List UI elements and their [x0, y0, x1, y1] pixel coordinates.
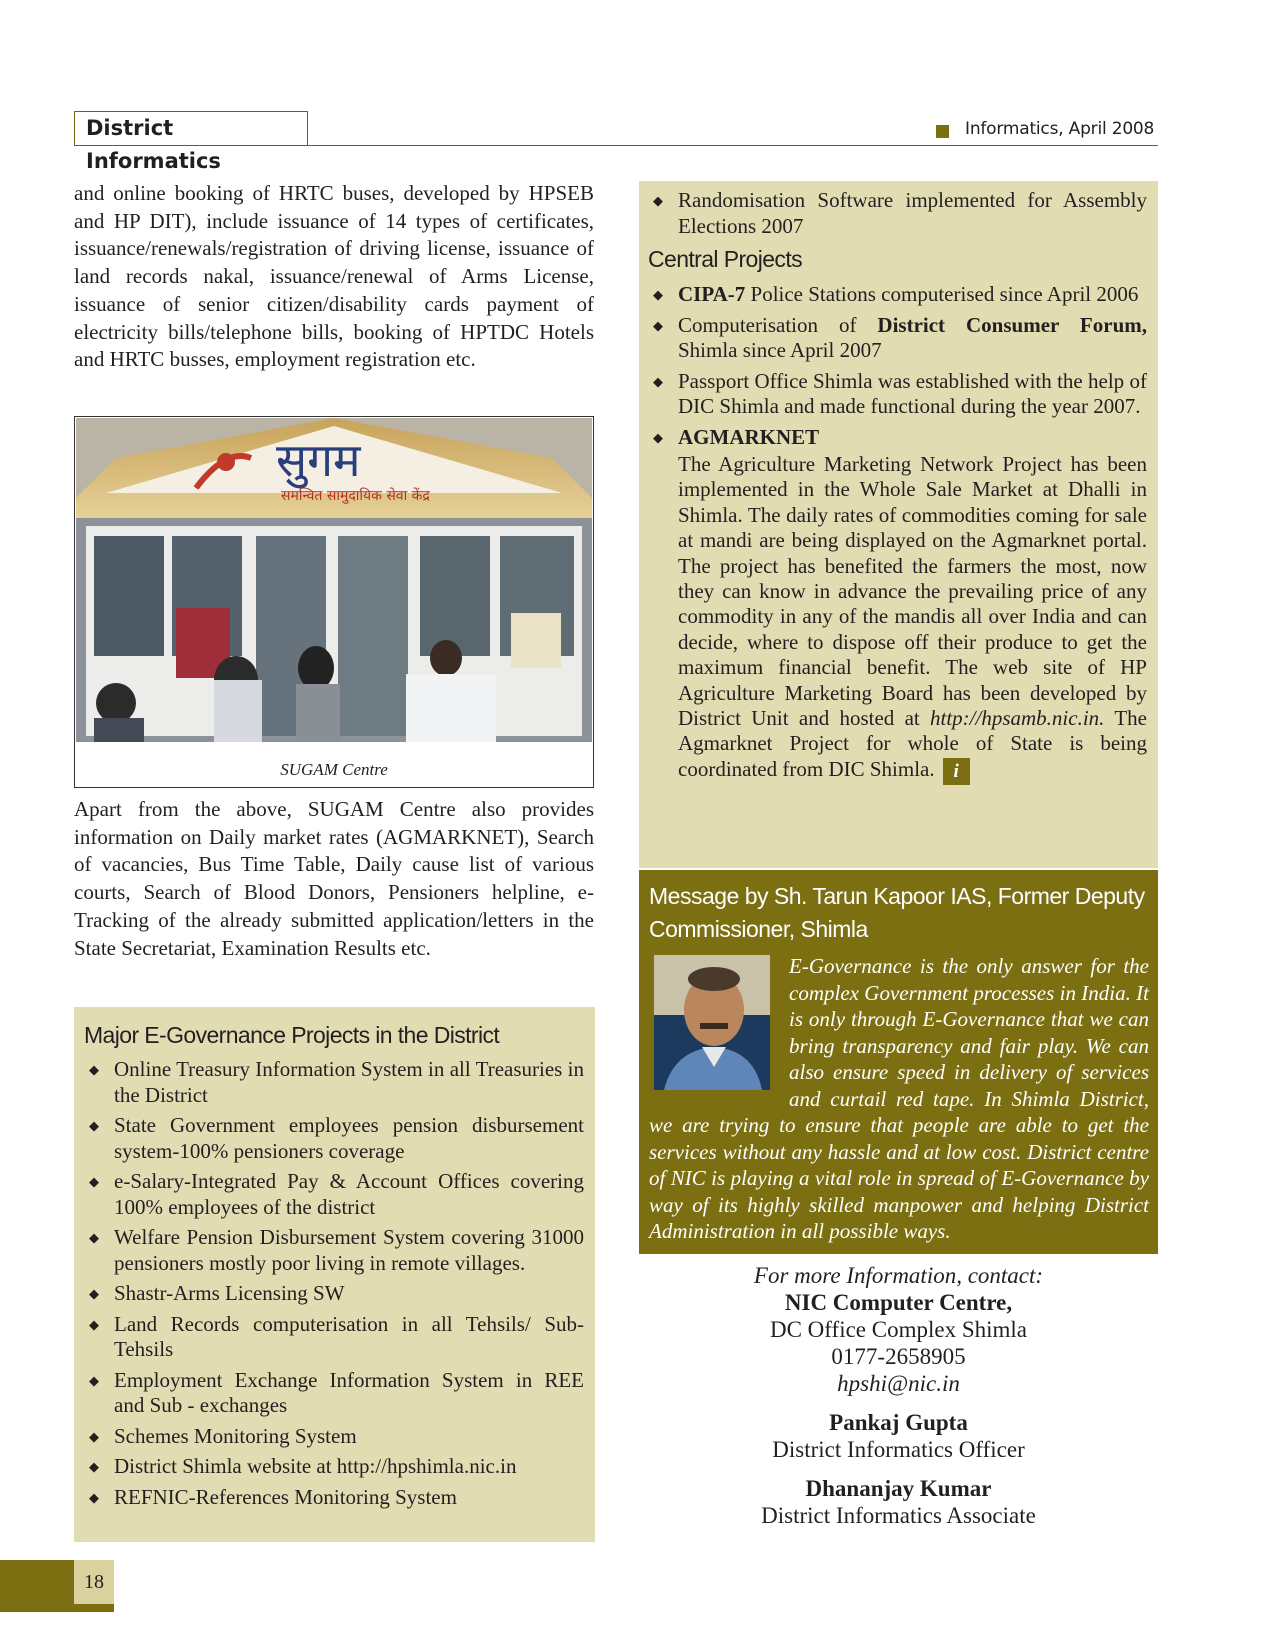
- photo-caption: SUGAM Centre: [280, 760, 388, 779]
- person2-title: District Informatics Associate: [761, 1503, 1036, 1528]
- diamond-bullet-icon: ◆: [653, 373, 663, 389]
- cipa-label: CIPA-7: [678, 282, 746, 306]
- person2-name: Dhananjay Kumar: [805, 1476, 992, 1501]
- list-item-text: Online Treasury Information System in all Treasuries in the District: [114, 1057, 584, 1107]
- contact-org: NIC Computer Centre,: [784, 1290, 1013, 1315]
- sugam-centre-photo: [74, 416, 594, 788]
- contact-phone: 0177-2658905: [831, 1344, 966, 1369]
- list-item-text: Land Records computerisation in all Tehsils/ Sub-Tehsils: [114, 1311, 584, 1361]
- message-quote-text: E-Governance is the only answer for the complex Government processes in India. It is only through E-Governance that we can bring transparency and fair play. We can also ensure speed in delivery of services and curtail red tape. In Shimla District, we are trying to ensure that people are able to get the services without any hassle and at low cost. District centre of NIC is playing a vital role in spread of E-Governance by way of its highly skilled manpower and helping District Administration in all possible ways.: [649, 954, 1149, 1243]
- diamond-bullet-icon: ◆: [653, 429, 663, 445]
- agmarknet-paragraph: [648, 452, 1147, 785]
- list-item-text: Employment Exchange Information System in REE and Sub - exchanges: [114, 1367, 584, 1417]
- central-projects-heading: Central Projects: [648, 246, 803, 272]
- diamond-bullet-icon: ◆: [89, 1489, 99, 1505]
- header-rule: [74, 145, 1158, 146]
- page-number: 18: [74, 1560, 114, 1604]
- list-item: [648, 188, 1147, 239]
- diamond-bullet-icon: ◆: [89, 1372, 99, 1388]
- list-item: [84, 1225, 584, 1276]
- footer-underline: [74, 1604, 114, 1612]
- footer-bar: [0, 1560, 74, 1612]
- list-item-text: District Shimla website at http://hpshimla.nic.in: [114, 1454, 517, 1478]
- sugam-photo-image: [76, 418, 592, 742]
- list-item: [84, 1485, 584, 1511]
- message-quote: [649, 953, 1149, 1245]
- egov-projects-heading: Major E-Governance Projects in the District: [84, 1022, 500, 1048]
- contact-block: [639, 1262, 1158, 1529]
- egov-projects-list: [84, 1057, 584, 1515]
- info-icon: i: [943, 758, 970, 785]
- list-item-text: State Government employees pension disbursement system-100% pensioners coverage: [114, 1113, 584, 1163]
- section-tag: District Informatics: [74, 111, 308, 146]
- contact-email[interactable]: hpshi@nic.in: [837, 1371, 960, 1396]
- diamond-bullet-icon: ◆: [89, 1316, 99, 1332]
- agmarknet-url: http://hpsamb.nic.in.: [930, 706, 1105, 731]
- list-item: [84, 1424, 584, 1450]
- diamond-bullet-icon: ◆: [89, 1174, 99, 1189]
- diamond-bullet-icon: ◆: [89, 1428, 99, 1444]
- diamond-bullet-icon: ◆: [653, 193, 663, 208]
- diamond-bullet-icon: ◆: [89, 1118, 99, 1133]
- agmarknet-text-2: The Agmarknet Project for whole of State is being coordinated from DIC Shimla.: [678, 706, 1147, 781]
- list-item-text: Computerisation of: [678, 312, 878, 337]
- contact-intro: For more Information, contact:: [753, 1263, 1044, 1288]
- central-projects-list: [648, 282, 1147, 450]
- list-item-text: Passport Office Shimla was established with the help of DIC Shimla and made functional during the year 2007.: [678, 368, 1147, 418]
- list-item: [648, 282, 1147, 308]
- message-box: [639, 870, 1158, 1254]
- left-after-paragraph: Apart from the above, SUGAM Centre also provides information on Daily market rates (AGMARKNET), Search of vacancies, Bus Time Table, Daily cause list of various courts, Search of Blood Donors, Pensioners helpline, e-Tracking of the already submitted application/letters in the State Secretariat, Examination Results etc.: [74, 797, 594, 960]
- list-item-text: Welfare Pension Disbursement System covering 31000 pensioners mostly poor living in remote villages.: [114, 1225, 584, 1275]
- list-item: [648, 369, 1147, 420]
- left-intro-paragraph: and online booking of HRTC buses, developed by HPSEB and HP DIT), include issuance of 14 types of certificates, issuance/renewals/registration of driving license, issuance of land records nakal, issuance/renewal of Arms License, issuance of senior citizen/disability cards payment of electricity bills/telephone bills, booking of HPTDC Hotels and HRTC busses, employment registration etc.: [74, 181, 594, 372]
- list-item-text: Police Stations computerised since April 2006: [745, 282, 1139, 306]
- person1-name: Pankaj Gupta: [829, 1410, 968, 1435]
- list-item-text: Shimla since April 2007: [678, 338, 882, 362]
- person1-title: District Informatics Officer: [772, 1437, 1025, 1462]
- central-projects-box: [639, 181, 1158, 868]
- diamond-bullet-icon: ◆: [653, 287, 663, 302]
- list-item: [84, 1057, 584, 1108]
- contact-address: DC Office Complex Shimla: [769, 1317, 1028, 1342]
- list-item-text: REFNIC-References Monitoring System: [114, 1484, 457, 1509]
- list-item: [84, 1454, 584, 1480]
- sign-subtitle: समन्वित सामुदायिक सेवा केंद्र: [281, 488, 430, 504]
- issue-label: Informatics, April 2008: [965, 119, 1155, 139]
- list-item: [84, 1113, 584, 1164]
- list-item-text: e-Salary-Integrated Pay & Account Offices covering 100% employees of the district: [114, 1169, 584, 1219]
- list-item: [84, 1281, 584, 1307]
- diamond-bullet-icon: ◆: [89, 1459, 99, 1474]
- list-item: [648, 313, 1147, 364]
- diamond-bullet-icon: ◆: [89, 1062, 99, 1077]
- diamond-bullet-icon: ◆: [653, 317, 663, 333]
- agmarknet-text-1: The Agriculture Marketing Network Project has been implemented in the Whole Sale Market at Dhalli in Shimla. The daily rates of commodities coming for sale at mandi are being displayed on the Agmarknet portal. The project has benefited the farmers the most, now they can know in advance the prevailing price of any commodity in any of the mandis all over India and can decide, where to dispose off their produce to get the maximum financial benefit. The web site of HP Agriculture Marketing Board has been developed by District Unit and hosted at: [678, 452, 1147, 731]
- agmarknet-title: AGMARKNET: [678, 424, 820, 449]
- list-item-text: Shastr-Arms Licensing SW: [114, 1281, 345, 1305]
- list-item-text: Randomisation Software implemented for Assembly Elections 2007: [678, 188, 1147, 238]
- consumer-forum-label: District Consumer Forum,: [877, 312, 1147, 337]
- list-item: [84, 1368, 584, 1419]
- list-item: [84, 1169, 584, 1220]
- list-item: [84, 1312, 584, 1363]
- diamond-bullet-icon: ◆: [89, 1230, 99, 1245]
- state-projects-list: [648, 188, 1147, 239]
- egov-projects-box: [74, 1007, 595, 1542]
- list-item: [648, 425, 1147, 451]
- message-title: Message by Sh. Tarun Kapoor IAS, Former Deputy Commissioner, Shimla: [649, 883, 1145, 942]
- issue-square-icon: [936, 125, 949, 138]
- diamond-bullet-icon: ◆: [89, 1286, 99, 1301]
- list-item-text: Schemes Monitoring System: [114, 1423, 357, 1448]
- sign-title: सुगम: [276, 433, 361, 487]
